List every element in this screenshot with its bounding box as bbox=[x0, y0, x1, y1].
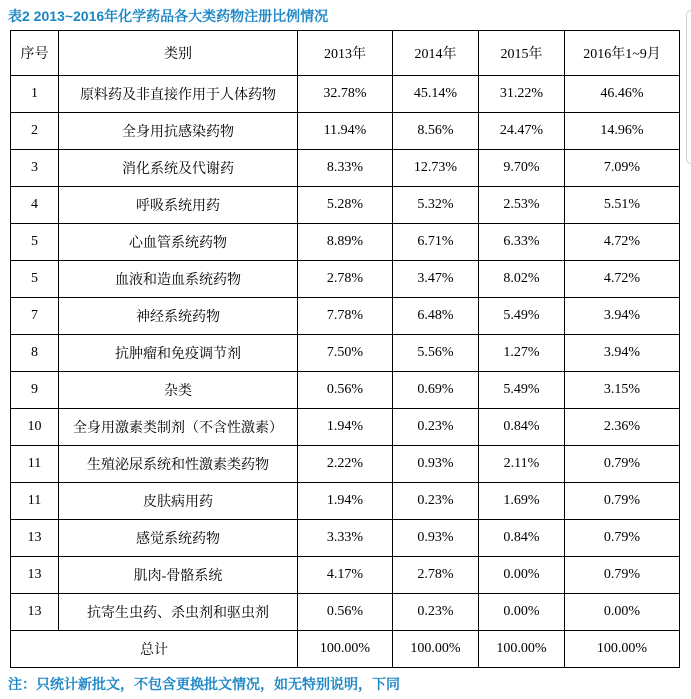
row-index-cell: 7 bbox=[11, 298, 59, 335]
row-index-cell: 11 bbox=[11, 483, 59, 520]
table-row bbox=[11, 557, 680, 594]
table-row bbox=[11, 261, 680, 298]
category-cell: 皮肤病用药 bbox=[59, 483, 298, 520]
category-cell: 神经系统药物 bbox=[59, 298, 298, 335]
value-cell: 2.36% bbox=[565, 409, 680, 446]
value-cell: 5.49% bbox=[479, 372, 565, 409]
row-index-cell: 13 bbox=[11, 594, 59, 631]
total-value-cell: 100.00% bbox=[479, 631, 565, 668]
value-cell: 2.22% bbox=[298, 446, 393, 483]
value-cell: 0.00% bbox=[565, 594, 680, 631]
table-row bbox=[11, 372, 680, 409]
value-cell: 1.27% bbox=[479, 335, 565, 372]
category-cell: 消化系统及代谢药 bbox=[59, 150, 298, 187]
value-cell: 3.33% bbox=[298, 520, 393, 557]
value-cell: 4.17% bbox=[298, 557, 393, 594]
row-index-cell: 9 bbox=[11, 372, 59, 409]
category-cell: 杂类 bbox=[59, 372, 298, 409]
row-index-cell: 4 bbox=[11, 187, 59, 224]
value-cell: 1.94% bbox=[298, 483, 393, 520]
value-cell: 0.56% bbox=[298, 594, 393, 631]
row-index-cell: 2 bbox=[11, 113, 59, 150]
total-label-cell: 总计 bbox=[11, 631, 298, 668]
value-cell: 0.00% bbox=[479, 594, 565, 631]
footnote: 注：只统计新批文，不包含更换批文情况，如无特别说明，下同 bbox=[8, 676, 400, 692]
table-row bbox=[11, 409, 680, 446]
category-cell: 原料药及非直接作用于人体药物 bbox=[59, 76, 298, 113]
value-cell: 1.69% bbox=[479, 483, 565, 520]
table-header bbox=[11, 31, 680, 76]
value-cell: 46.46% bbox=[565, 76, 680, 113]
table-row bbox=[11, 113, 680, 150]
total-value-cell: 100.00% bbox=[393, 631, 479, 668]
table-row bbox=[11, 446, 680, 483]
value-cell: 4.72% bbox=[565, 224, 680, 261]
value-cell: 0.56% bbox=[298, 372, 393, 409]
value-cell: 9.70% bbox=[479, 150, 565, 187]
value-cell: 0.84% bbox=[479, 520, 565, 557]
value-cell: 4.72% bbox=[565, 261, 680, 298]
table-row bbox=[11, 150, 680, 187]
table-row bbox=[11, 594, 680, 631]
total-row bbox=[11, 631, 680, 668]
value-cell: 3.15% bbox=[565, 372, 680, 409]
value-cell: 0.93% bbox=[393, 520, 479, 557]
value-cell: 6.33% bbox=[479, 224, 565, 261]
value-cell: 24.47% bbox=[479, 113, 565, 150]
header-cell-category: 类别 bbox=[59, 31, 298, 76]
table-row bbox=[11, 335, 680, 372]
value-cell: 0.23% bbox=[393, 483, 479, 520]
value-cell: 8.33% bbox=[298, 150, 393, 187]
total-value-cell: 100.00% bbox=[298, 631, 393, 668]
row-index-cell: 5 bbox=[11, 224, 59, 261]
table-row bbox=[11, 298, 680, 335]
value-cell: 3.94% bbox=[565, 298, 680, 335]
page-edge-artifact bbox=[686, 10, 691, 164]
value-cell: 3.94% bbox=[565, 335, 680, 372]
value-cell: 0.79% bbox=[565, 446, 680, 483]
value-cell: 14.96% bbox=[565, 113, 680, 150]
value-cell: 6.48% bbox=[393, 298, 479, 335]
value-cell: 0.93% bbox=[393, 446, 479, 483]
value-cell: 2.78% bbox=[298, 261, 393, 298]
table-row bbox=[11, 483, 680, 520]
value-cell: 11.94% bbox=[298, 113, 393, 150]
category-cell: 抗肿瘤和免疫调节剂 bbox=[59, 335, 298, 372]
table-row bbox=[11, 224, 680, 261]
category-cell: 生殖泌尿系统和性激素类药物 bbox=[59, 446, 298, 483]
drug-registration-table bbox=[10, 30, 680, 668]
category-cell: 感觉系统药物 bbox=[59, 520, 298, 557]
value-cell: 5.56% bbox=[393, 335, 479, 372]
header-row bbox=[11, 31, 680, 76]
value-cell: 5.28% bbox=[298, 187, 393, 224]
category-cell: 心血管系统药物 bbox=[59, 224, 298, 261]
total-value-cell: 100.00% bbox=[565, 631, 680, 668]
value-cell: 0.23% bbox=[393, 594, 479, 631]
value-cell: 8.89% bbox=[298, 224, 393, 261]
category-cell: 肌肉-骨骼系统 bbox=[59, 557, 298, 594]
value-cell: 7.78% bbox=[298, 298, 393, 335]
value-cell: 2.11% bbox=[479, 446, 565, 483]
value-cell: 45.14% bbox=[393, 76, 479, 113]
value-cell: 32.78% bbox=[298, 76, 393, 113]
row-index-cell: 3 bbox=[11, 150, 59, 187]
value-cell: 6.71% bbox=[393, 224, 479, 261]
row-index-cell: 10 bbox=[11, 409, 59, 446]
row-index-cell: 13 bbox=[11, 557, 59, 594]
value-cell: 0.79% bbox=[565, 483, 680, 520]
table-row bbox=[11, 76, 680, 113]
header-cell-2015: 2015年 bbox=[479, 31, 565, 76]
table-row bbox=[11, 520, 680, 557]
value-cell: 0.69% bbox=[393, 372, 479, 409]
value-cell: 0.23% bbox=[393, 409, 479, 446]
value-cell: 8.02% bbox=[479, 261, 565, 298]
value-cell: 2.78% bbox=[393, 557, 479, 594]
header-cell-2013: 2013年 bbox=[298, 31, 393, 76]
table-title: 表2 2013~2016年化学药品各大类药物注册比例情况 bbox=[8, 8, 329, 24]
value-cell: 2.53% bbox=[479, 187, 565, 224]
value-cell: 7.09% bbox=[565, 150, 680, 187]
value-cell: 3.47% bbox=[393, 261, 479, 298]
value-cell: 8.56% bbox=[393, 113, 479, 150]
value-cell: 0.79% bbox=[565, 557, 680, 594]
header-cell-index: 序号 bbox=[11, 31, 59, 76]
value-cell: 5.32% bbox=[393, 187, 479, 224]
value-cell: 5.49% bbox=[479, 298, 565, 335]
value-cell: 0.00% bbox=[479, 557, 565, 594]
category-cell: 抗寄生虫药、杀虫剂和驱虫剂 bbox=[59, 594, 298, 631]
row-index-cell: 5 bbox=[11, 261, 59, 298]
value-cell: 0.84% bbox=[479, 409, 565, 446]
row-index-cell: 8 bbox=[11, 335, 59, 372]
category-cell: 全身用激素类制剂（不含性激素） bbox=[59, 409, 298, 446]
row-index-cell: 13 bbox=[11, 520, 59, 557]
row-index-cell: 11 bbox=[11, 446, 59, 483]
header-cell-2016: 2016年1~9月 bbox=[565, 31, 680, 76]
value-cell: 0.79% bbox=[565, 520, 680, 557]
value-cell: 1.94% bbox=[298, 409, 393, 446]
value-cell: 5.51% bbox=[565, 187, 680, 224]
row-index-cell: 1 bbox=[11, 76, 59, 113]
value-cell: 12.73% bbox=[393, 150, 479, 187]
table-body bbox=[11, 76, 680, 668]
category-cell: 全身用抗感染药物 bbox=[59, 113, 298, 150]
value-cell: 31.22% bbox=[479, 76, 565, 113]
value-cell: 7.50% bbox=[298, 335, 393, 372]
category-cell: 血液和造血系统药物 bbox=[59, 261, 298, 298]
table-row bbox=[11, 187, 680, 224]
category-cell: 呼吸系统用药 bbox=[59, 187, 298, 224]
header-cell-2014: 2014年 bbox=[393, 31, 479, 76]
